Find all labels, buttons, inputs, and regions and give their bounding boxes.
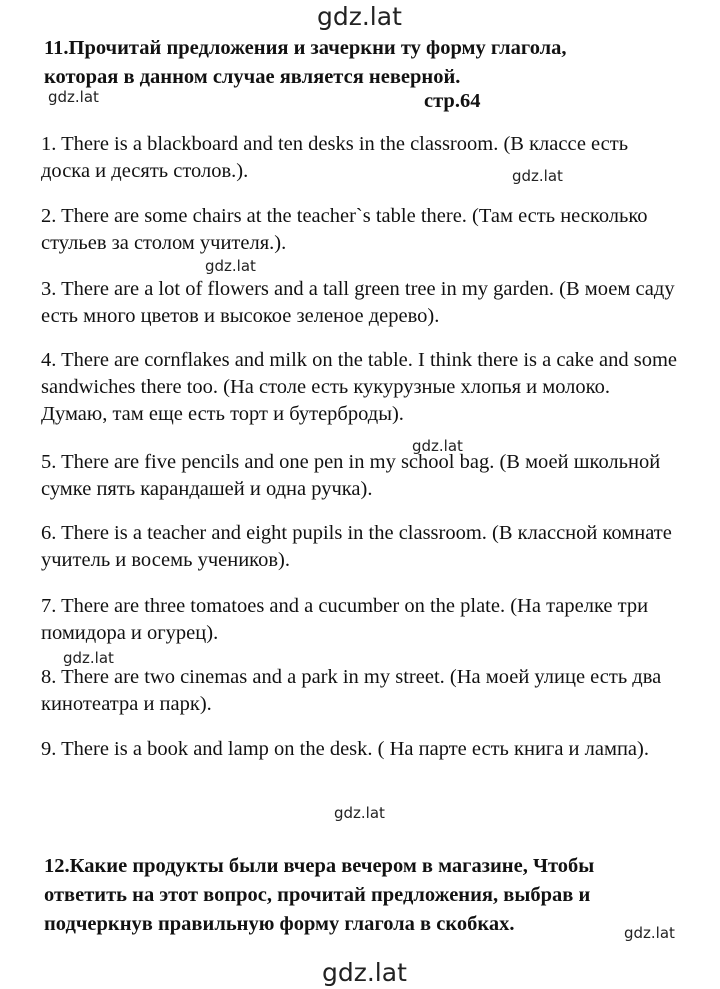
watermark: gdz.lat (334, 804, 385, 822)
exercise-11-heading (44, 34, 567, 92)
watermark: gdz.lat (63, 649, 114, 667)
watermark: gdz.lat (317, 2, 402, 31)
exercise-12-title-line: 12.Какие продукты были вчера вечером в магазине, Чтобы (44, 855, 595, 877)
exercise-11-title-line: 11.Прочитай предложения и зачеркни ту форму глагола, (44, 37, 567, 59)
exercise-11-title-line: которая в данном случае является неверной. (44, 66, 461, 88)
list-item: 1. There is a blackboard and ten desks in the classroom. (В классе есть доска и десять столов.). (41, 133, 629, 182)
list-item: 4. There are cornflakes and milk on the table. I think there is a cake and some sandwiches there too. (На столе есть кукурузные хлопья и молоко. Думаю, там еще есть торт и бутерброды). (41, 349, 678, 425)
list-item: 5. There are five pencils and one pen in my school bag. (В моей школьной сумке пять карандашей и одна ручка). (41, 451, 661, 500)
watermark: gdz.lat (322, 958, 407, 987)
watermark: gdz.lat (48, 88, 99, 106)
page-number: стр.64 (424, 90, 481, 112)
list-item: 8. There are two cinemas and a park in my street. (На моей улице есть два кинотеатра и парк). (41, 666, 662, 715)
list-item: 9. There is a book and lamp on the desk. ( На парте есть книга и лампа). (41, 738, 649, 760)
list-item: 3. There are a lot of flowers and a tall green tree in my garden. (В моем саду есть много цветов и высокое зеленое дерево). (41, 278, 675, 327)
exercise-12-heading (44, 852, 594, 939)
watermark: gdz.lat (412, 437, 463, 455)
watermark: gdz.lat (205, 257, 256, 275)
list-item: 2. There are some chairs at the teacher`s table there. (Там есть несколько стульев за столом учителя.). (41, 205, 648, 254)
watermark: gdz.lat (624, 924, 675, 942)
list-item: 6. There is a teacher and eight pupils in the classroom. (В классной комнате учитель и восемь учеников). (41, 522, 672, 571)
list-item: 7. There are three tomatoes and a cucumber on the plate. (На тарелке три помидора и огурец). (41, 595, 649, 644)
watermark: gdz.lat (512, 167, 563, 185)
exercise-12-title-line: подчеркнув правильную форму глагола в скобках. (44, 913, 515, 935)
exercise-12-title-line: ответить на этот вопрос, прочитай предложения, выбрав и (44, 884, 591, 906)
